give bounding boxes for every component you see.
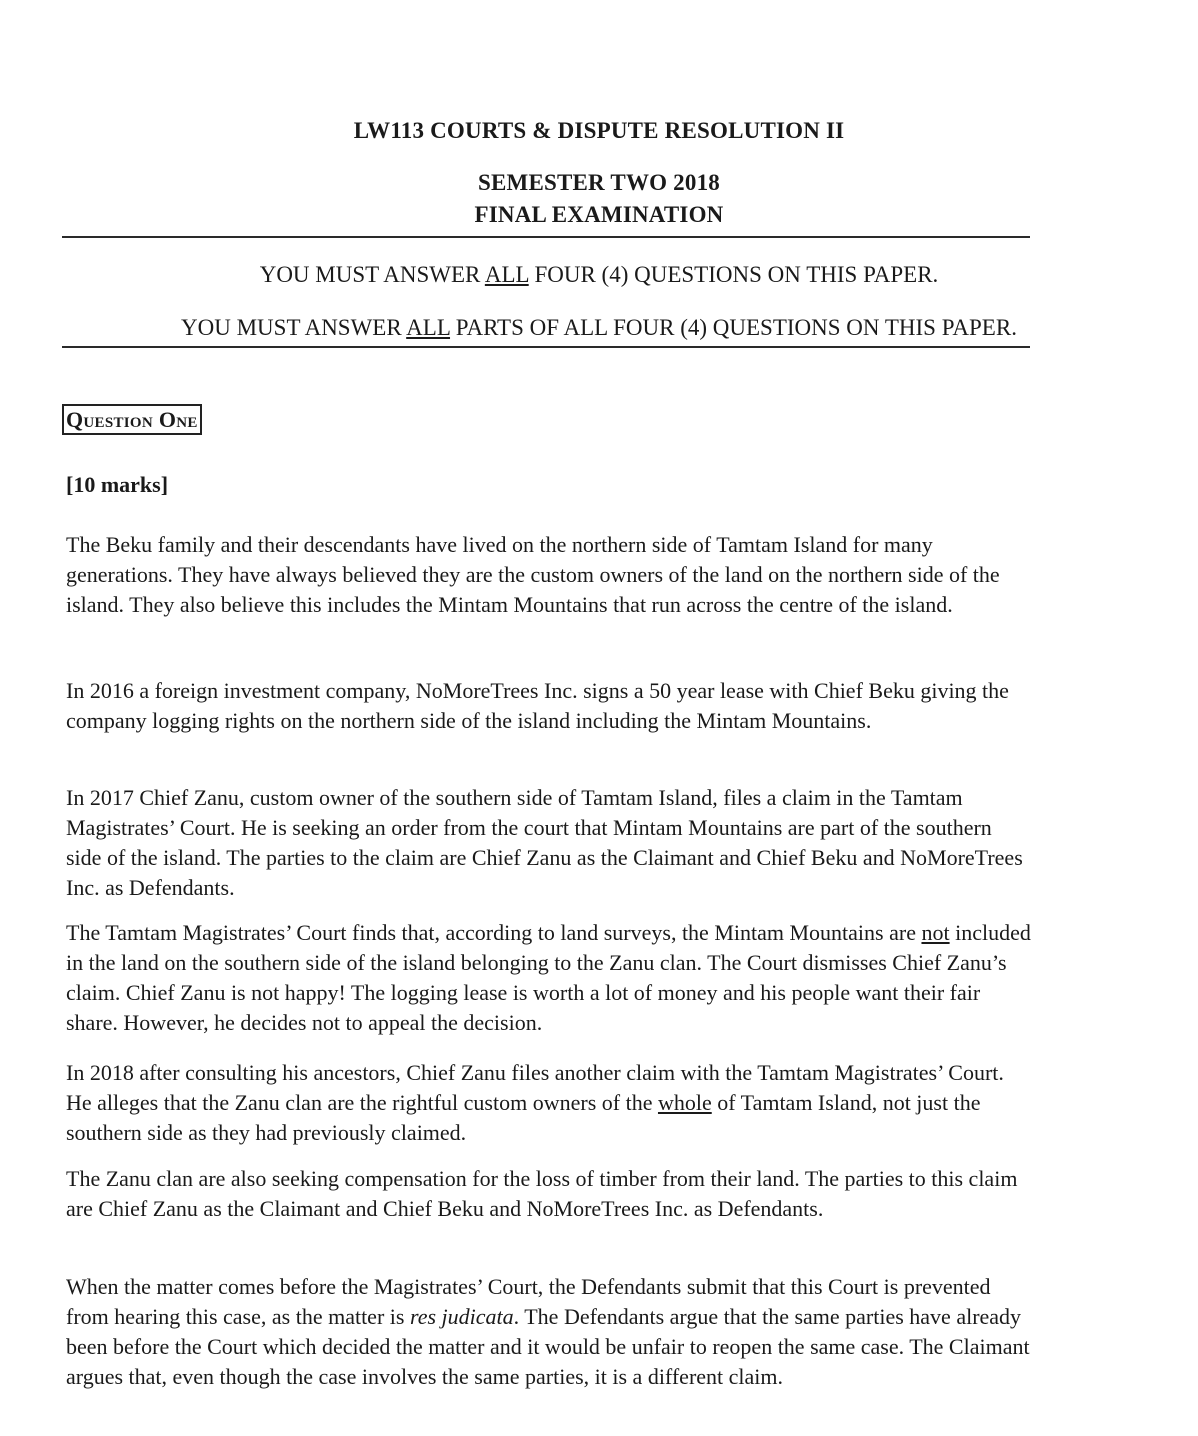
question-marks: [10 marks] (66, 472, 169, 497)
instruction-line-1 (0, 262, 1198, 288)
instruction-line-2 (0, 315, 1198, 341)
paragraph-7 (66, 1272, 1031, 1392)
paragraph-2: In 2016 a foreign investment company, NoMoreTrees Inc. signs a 50 year lease with Chief Beku giving the company logging rights on the northern side of the island including the Mintam Mountains. (66, 678, 1009, 733)
top-divider (62, 236, 1030, 238)
paragraph-1: The Beku family and their descendants have lived on the northern side of Tamtam Island for many generations. They have always believed they are the custom owners of the land on the northern side of the island. They also believe this includes the Mintam Mountains that run across the centre of the island. (66, 532, 1000, 617)
paragraph-4-b: included in the land on the southern side of the island belonging to the Zanu clan. The Court dismisses Chief Zanu’s claim. Chief Zanu is not happy! The logging lease is worth a lot of money and his people want their fair share. However, he decides not to appeal the decision. (66, 920, 1031, 1035)
paragraph-5 (66, 1058, 1031, 1148)
paragraph-4-emph: not (921, 920, 950, 945)
paragraph-6: The Zanu clan are also seeking compensation for the loss of timber from their land. The parties to this claim are Chief Zanu as the Claimant and Chief Beku and NoMoreTrees Inc. as Defendants. (66, 1166, 1018, 1221)
instruction-2-before: YOU MUST ANSWER (181, 315, 407, 340)
instruction-2-after: PARTS OF ALL FOUR (4) QUESTIONS ON THIS PAPER. (450, 315, 1017, 340)
instruction-1-before: YOU MUST ANSWER (259, 262, 485, 287)
instruction-2-emph: ALL (406, 315, 451, 340)
question-heading: Question One (62, 404, 202, 435)
paragraph-7-a: When the matter comes before the Magistrates’ Court, the Defendants submit that this Court is prevented from hearing this case, as the matter is (66, 1274, 991, 1329)
paragraph-7-italic: res judicata (409, 1304, 514, 1329)
semester-label: SEMESTER TWO 2018 (478, 170, 720, 195)
paragraph-4 (66, 918, 1031, 1038)
paragraph-4-a: The Tamtam Magistrates’ Court finds that, according to land surveys, the Mintam Mountains are (66, 920, 922, 945)
paragraph-5-b: of Tamtam Island, not just the southern side as they had previously claimed. (66, 1090, 981, 1145)
paragraph-3: In 2017 Chief Zanu, custom owner of the southern side of Tamtam Island, files a claim in the Tamtam Magistrates’ Court. He is seeking an order from the court that Mintam Mountains are part of the southern side of the island. The parties to the claim are Chief Zanu as the Claimant and Chief Beku and NoMoreTrees Inc. as Defendants. (66, 785, 1023, 900)
paragraph-7-b: . The Defendants argue that the same parties have already been before the Court which decided the matter and it would be unfair to reopen the same case. The Claimant argues that, even though the case involves the same parties, it is a different claim. (66, 1304, 1030, 1389)
paragraph-5-emph: whole (657, 1090, 712, 1115)
paragraph-5-a: In 2018 after consulting his ancestors, Chief Zanu files another claim with the Tamtam Magistrates’ Court. He alleges that the Zanu clan are the rightful custom owners of the (66, 1060, 1004, 1115)
bottom-divider (62, 346, 1030, 348)
instruction-1-emph: ALL (484, 262, 529, 287)
course-title: LW113 COURTS & DISPUTE RESOLUTION II (353, 118, 845, 143)
exam-label: FINAL EXAMINATION (474, 202, 724, 227)
instruction-1-after: FOUR (4) QUESTIONS ON THIS PAPER. (528, 262, 939, 287)
